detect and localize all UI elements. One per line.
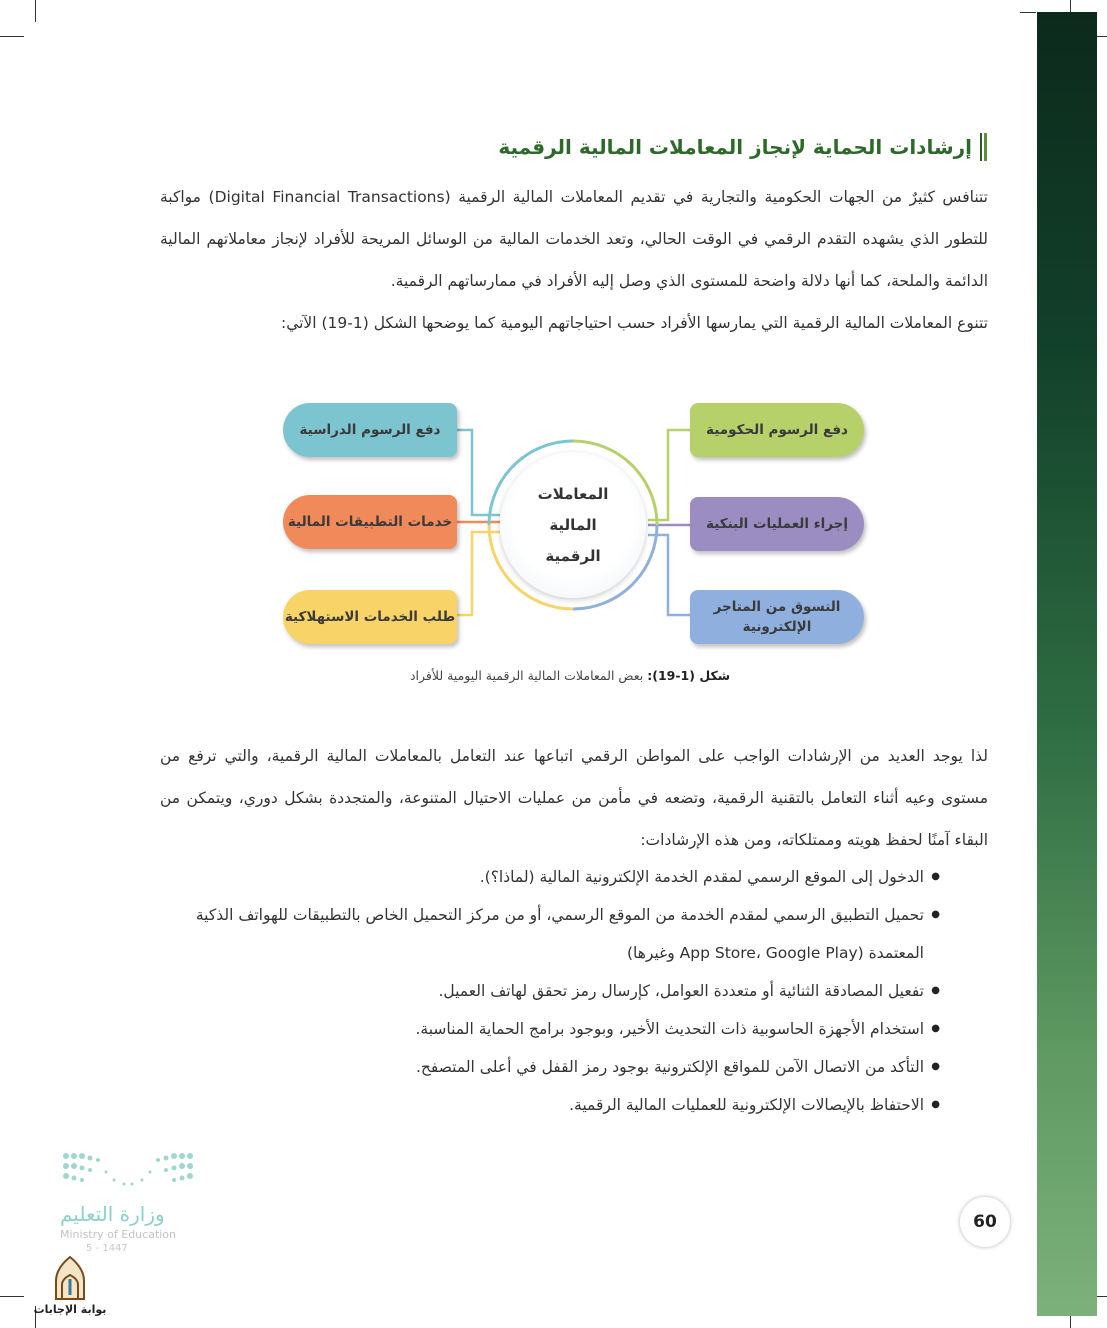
- item-tuition-fees: دفع الرسوم الدراسية: [283, 403, 457, 457]
- item-consumer-services: طلب الخدمات الاستهلاكية: [283, 590, 457, 644]
- crop-mark: [0, 1296, 24, 1297]
- guidelines-list: [160, 858, 940, 1124]
- page-number: 60: [960, 1197, 1010, 1247]
- list-item: ● الاحتفاظ بالإيصالات الإلكترونية للعمليات المالية الرقمية.: [160, 1086, 940, 1124]
- item-financial-apps: خدمات التطبيقات المالية: [283, 495, 457, 549]
- ministry-english-name: Ministry of Education: [60, 1228, 177, 1241]
- connector-yellow: [457, 532, 500, 615]
- diagram-intro-paragraph: تتنوع المعاملات المالية الرقمية التي يمارسها الأفراد حسب احتياجاتهم اليومية كما يوضحها الشكل (1-19) الآتي:: [280, 314, 988, 332]
- list-item: ● تحميل التطبيق الرسمي لمقدم الخدمة من الموقع الرسمي، أو من مركز التحميل الخاص بالتطبيقات للهواتف الذكية المعتمدة (App Store، Google Play وغيرها): [160, 896, 940, 972]
- list-item: ● استخدام الأجهزة الحاسوبية ذات التحديث الأخير، وبوجود برامج الحماية المناسبة.: [160, 1010, 940, 1048]
- ministry-dots-icon: [60, 1150, 200, 1194]
- watermark-text: بوابة الإجابات: [33, 1303, 107, 1316]
- center-line: المالية: [549, 515, 597, 534]
- item-banking-operations: إجراء العمليات البنكية: [690, 497, 864, 551]
- mosque-icon: [50, 1255, 90, 1301]
- ministry-arabic-name: وزارة التعليم: [60, 1202, 165, 1226]
- ministry-logo: [60, 1150, 200, 1254]
- caption-text: بعض المعاملات المالية الرقمية اليومية للأفراد: [409, 668, 644, 683]
- watermark: [30, 1255, 110, 1316]
- guidelines-paragraph: لذا يوجد العديد من الإرشادات الواجب على المواطن الرقمي اتباعها عند التعامل بالمعاملات المالية الرقمية، والتي ترفع من مستوى وعيه أثناء التعامل بالتقنية الرقمية، وتضعه في مأمن من عمليات الاحتيال المتنوعة، والمتجددة بشكل دوري، ويتمكن من البقاء آمنًا لحفظ هويته وممتلكاته، ومن هذه الإرشادات:: [160, 747, 988, 849]
- item-government-fees: دفع الرسوم الحكومية: [690, 403, 864, 457]
- list-item: ● التأكد من الاتصال الآمن للمواقع الإلكترونية بوجود رمز القفل في أعلى المتصفح.: [160, 1048, 940, 1086]
- edition-year: 5 - 1447: [86, 1243, 128, 1254]
- center-line: الرقمية: [545, 546, 601, 565]
- caption-label: شكل (1-19):: [647, 668, 731, 683]
- intro-paragraph: تتنافس كثيرٌ من الجهات الحكومية والتجارية في تقديم المعاملات المالية الرقمية (Digital Financial Transactions) مواكبة للتطور الذي يشهده التقدم الرقمي في الوقت الحالي، وتعد الخدمات المالية من الوسائل المريحة للأفراد لإنجاز معاملاتهم المالية الدائمة والملحة، كما أنها دلالة واضحة للمستوى الذي وصل إليه الأفراد في ممارساتهم الرقمية.: [160, 188, 988, 290]
- diagram-center: [500, 452, 646, 598]
- center-line: المعاملات: [537, 484, 609, 503]
- item-online-shopping: التسوق من المتاجر الإلكترونية: [690, 590, 864, 644]
- figure-caption: [380, 668, 760, 683]
- list-item: ● الدخول إلى الموقع الرسمي لمقدم الخدمة الإلكترونية المالية (لماذا؟).: [160, 858, 940, 896]
- section-title: إرشادات الحماية لإنجاز المعاملات المالية الرقمية: [498, 135, 972, 159]
- list-item: ● تفعيل المصادقة الثنائية أو متعددة العوامل، كإرسال رمز تحقق لهاتف العميل.: [160, 972, 940, 1010]
